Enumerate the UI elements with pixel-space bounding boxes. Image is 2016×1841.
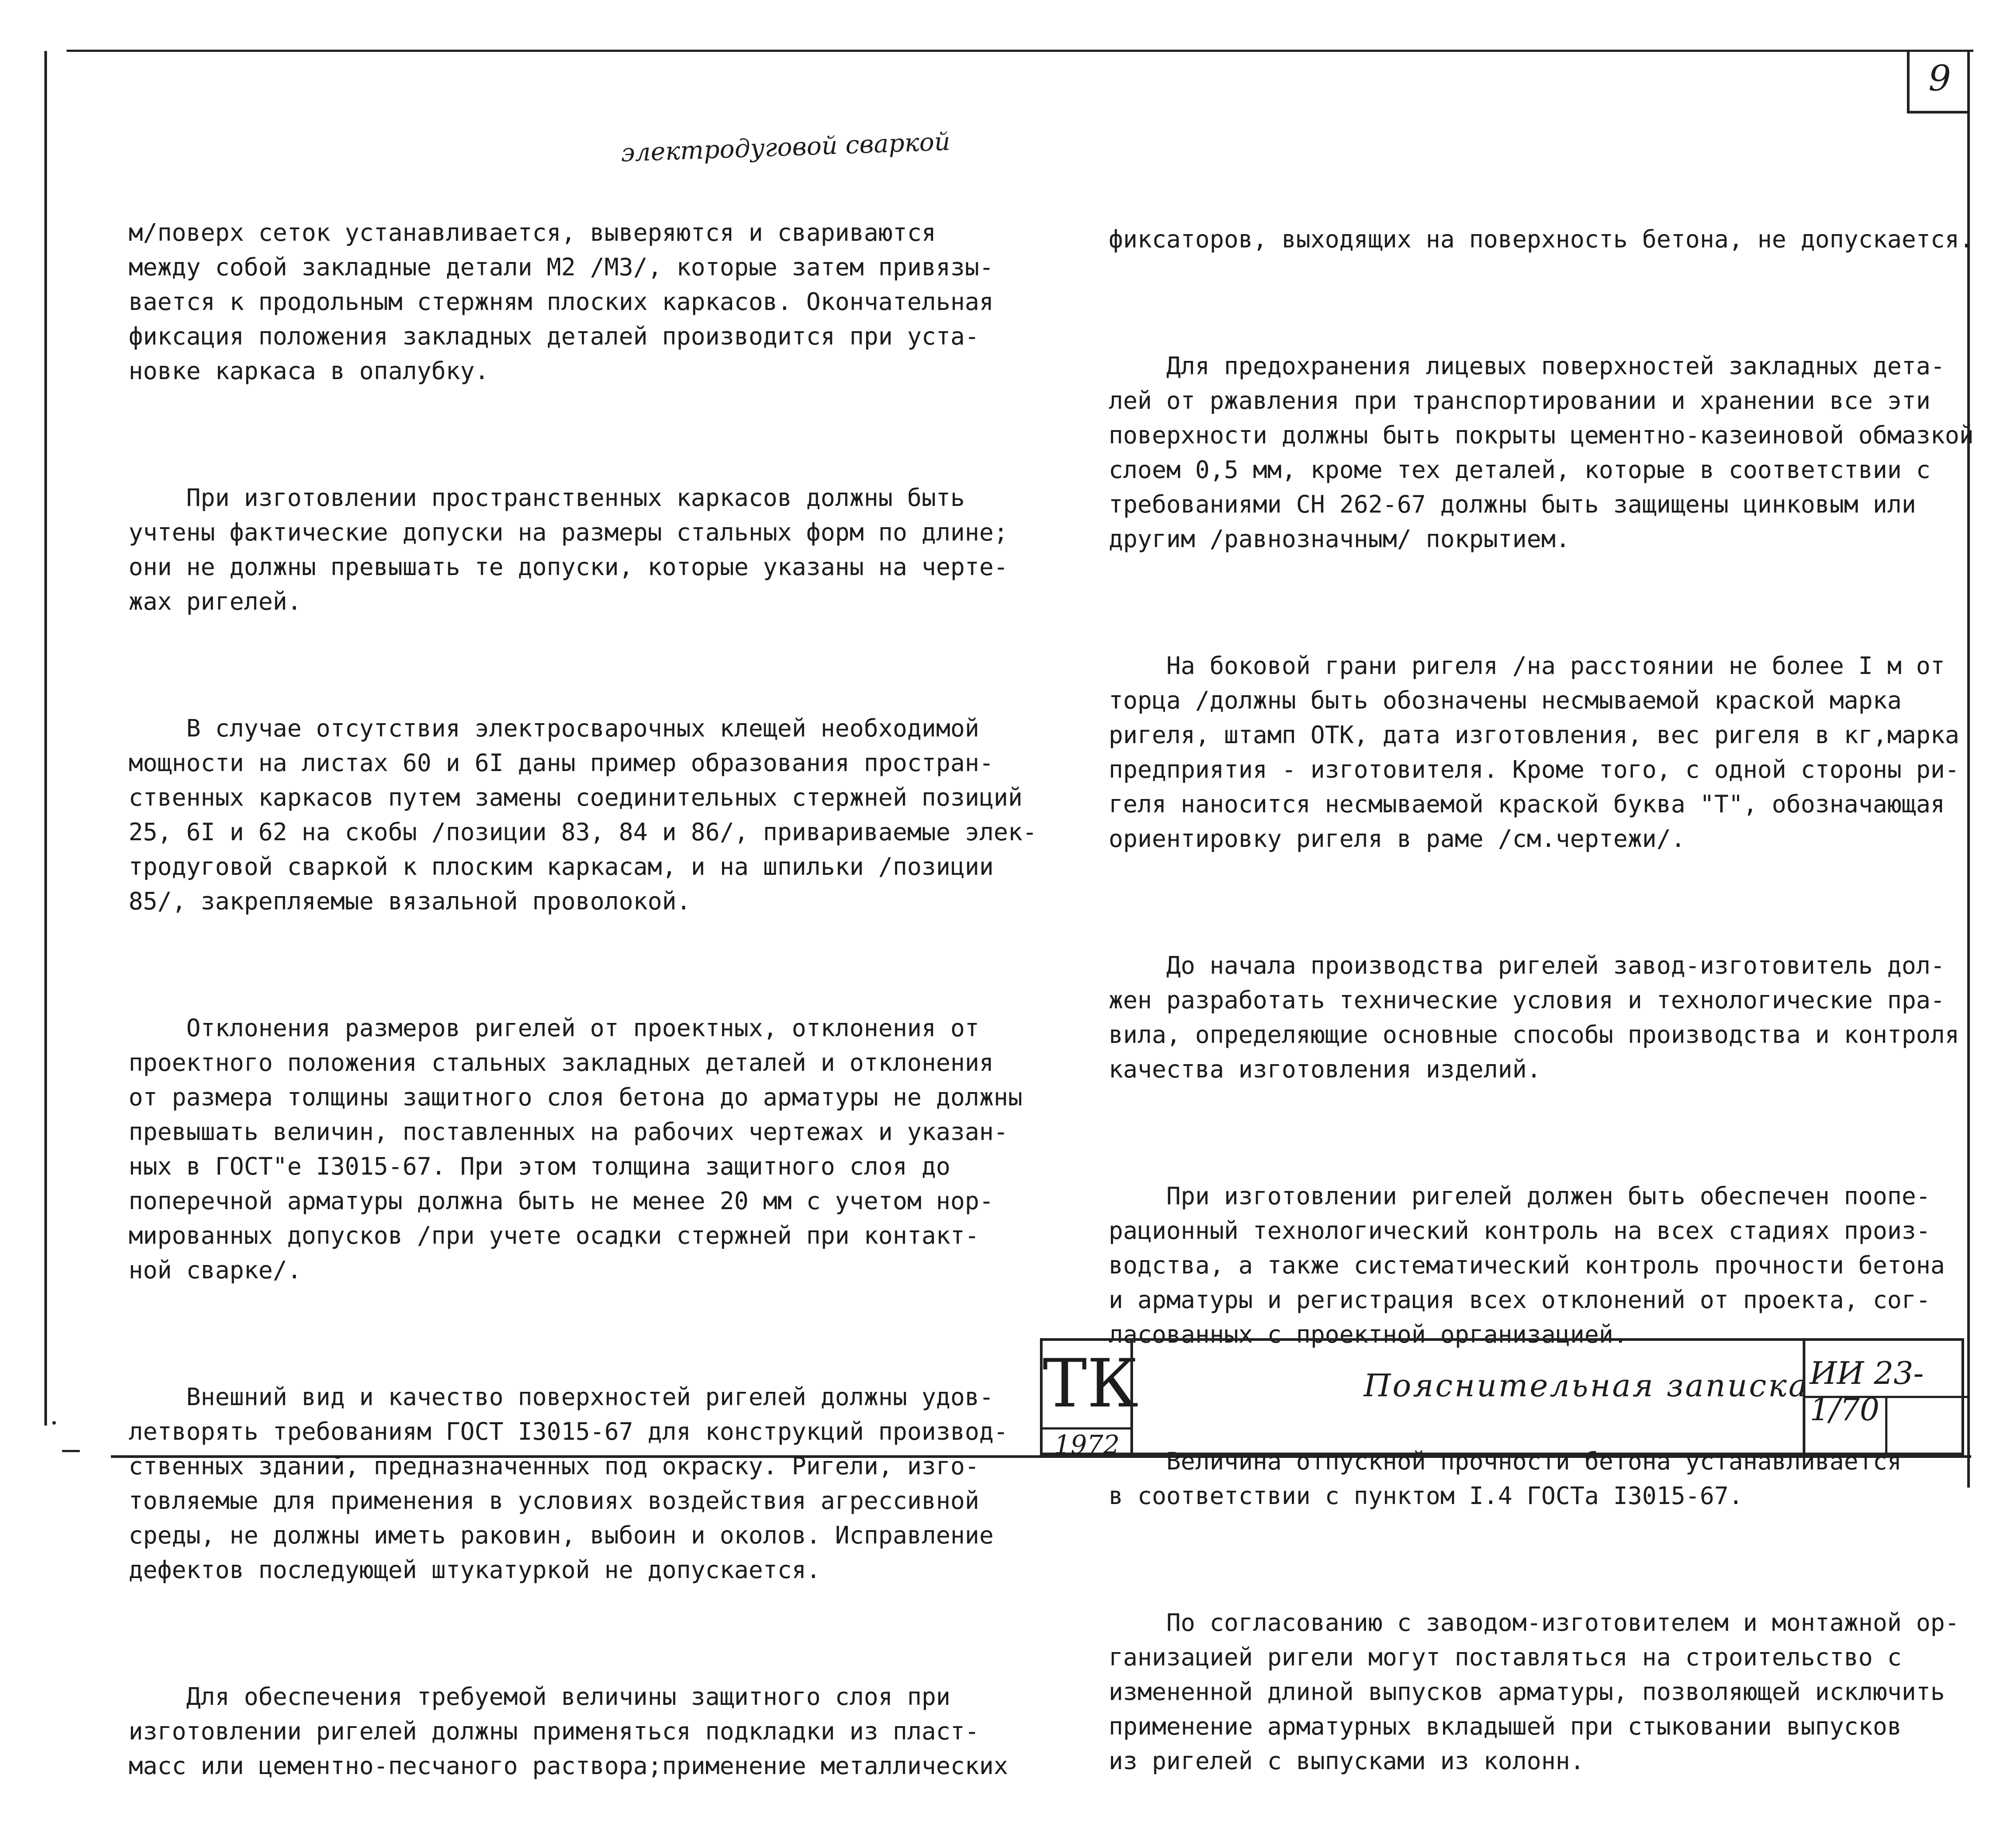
paragraph: В случае отсутствия электросварочных клещей необходимой мощности на листах 60 и 6I даны пример образования простран- ственных каркасов путем замены соединительных стержней позиций 25, 6I и 62 на скобы /позиции 83, 84 и 86/, привариваемые элек- тродуговой сваркой к плоским каркасам, и на шпильки /позиции 85/, закрепляемые вязальной проволокой. — [129, 714, 1037, 915]
sheet-number: 9 — [1928, 58, 1951, 99]
paragraph: При изготовлении ригелей должен быть обеспечен поопе- рационный технологический контроль на всех стадиях произ- водства, а также систематический контроль прочности бетона и арматуры и регистрация всех отклонений от проекта, сог- ласованных с проектной организацией. — [1109, 1182, 1945, 1348]
document-code: ИИ 23-1/70 — [1810, 1355, 1924, 1428]
code-cell-divider — [1885, 1396, 1887, 1455]
frame-left-line — [44, 51, 47, 1426]
margin-dot — [52, 1421, 56, 1425]
frame-top-line — [67, 50, 1973, 52]
document-title: Пояснительная записка — [1364, 1367, 1809, 1404]
paragraph: м/поверх сеток устанавливается, выверяются и свариваются между собой закладные детали М2 /М3/, которые затем привязы- вается к продольным стержням плоских каркасов. Окончательная фиксация положения закладных деталей производится при уста- новке каркаса в опалубку. — [129, 219, 994, 385]
paragraph: Для предохранения лицевых поверхностей закладных дета- лей от ржавления при транспортировании и хранении все эти поверхности должны быть покрыты цементно-казеиновой обмазкой слоем 0,5 мм, кроме тех деталей, которые в соответствии с требованиями СН 262-67 должны быть защищены цинковым или другим /равнозначным/ покрытием. — [1109, 352, 1974, 553]
right-text-column — [1109, 153, 1974, 1836]
paragraph: По согласованию с заводом-изготовителем и монтажной ор- ганизацией ригели могут поставляться на строительство с измененной длиной выпусков арматуры, позволяющей исключить применение арматурных вкладышей при стыковании выпусков из ригелей с выпусками из колонн. — [1109, 1609, 1960, 1775]
title-block — [1040, 1338, 1969, 1460]
margin-dash — [62, 1450, 80, 1452]
paragraph: Для обеспечения требуемой величины защитного слоя при изготовлении ригелей должны применяться подкладки из пласт- масс или цементно-песчаного раствора;применение металлических — [129, 1683, 1008, 1780]
handwritten-insert: электродуговой сваркой — [620, 127, 951, 168]
sheet-number-box — [1907, 50, 1970, 114]
paragraph: При изготовлении пространственных каркасов должны быть учтены фактические допуски на размеры стальных форм по длине; они не должны превышать те допуски, которые указаны на черте- жах ригелей. — [129, 484, 1008, 615]
year: 1972 — [1043, 1427, 1131, 1460]
paragraph: Внешний вид и качество поверхностей ригелей должны удов- летворять требованиям ГОСТ I3015-67 для конструкций производ- ственных зданий, предназначенных под окраску. Ригели, изго- товляемые для применения в условиях воздействия агрессивной среды, не должны иметь раковин, выбоин и околов. Исправление дефектов последующей штукатуркой не допускается. — [129, 1383, 1008, 1584]
paragraph: Отклонения размеров ригелей от проектных, отклонения от проектного положения стальных закладных деталей и отклонения от размера толщины защитного слоя бетона до арматуры не должны превышать величин, поставленных на рабочих чертежах и указан- ных в ГОСТ"е I3015-67. При этом толщина защитного слоя до поперечной арматуры должна быть не менее 20 мм с учетом нор- мированных допусков /при учете осадки стержней при контакт- ной сварке/. — [129, 1014, 1023, 1284]
paragraph: На боковой грани ригеля /на расстоянии не более I м от торца /должны быть обозначены несмываемой краской марка ригеля, штамп ОТК, дата изготовления, вес ригеля в кг,марка предприятия - изготовителя. Кроме того, с одной стороны ри- геля наносится несмываемой краской буква "Т", обозначающая ориентировку ригеля в раме /см.чертежи/. — [1109, 652, 1960, 853]
code-cell — [1803, 1338, 1969, 1455]
left-text-column — [129, 146, 1037, 1841]
tk-cell — [1040, 1338, 1139, 1460]
tk-mark: ТК — [1043, 1345, 1139, 1422]
paragraph: Величина отпускной прочности бетона устанавливается в соответствии с пунктом I.4 ГОСТа I3015-67. — [1109, 1447, 1902, 1510]
code-cell-divider — [1805, 1396, 1969, 1398]
paragraph: фиксаторов, выходящих на поверхность бетона, не допускается. — [1109, 225, 1974, 253]
paragraph: До начала производства ригелей завод-изготовитель дол- жен разработать технические условия и технологические пра- вила, определяющие основные способы производства и контроля качества изготовления изделий. — [1109, 952, 1960, 1083]
